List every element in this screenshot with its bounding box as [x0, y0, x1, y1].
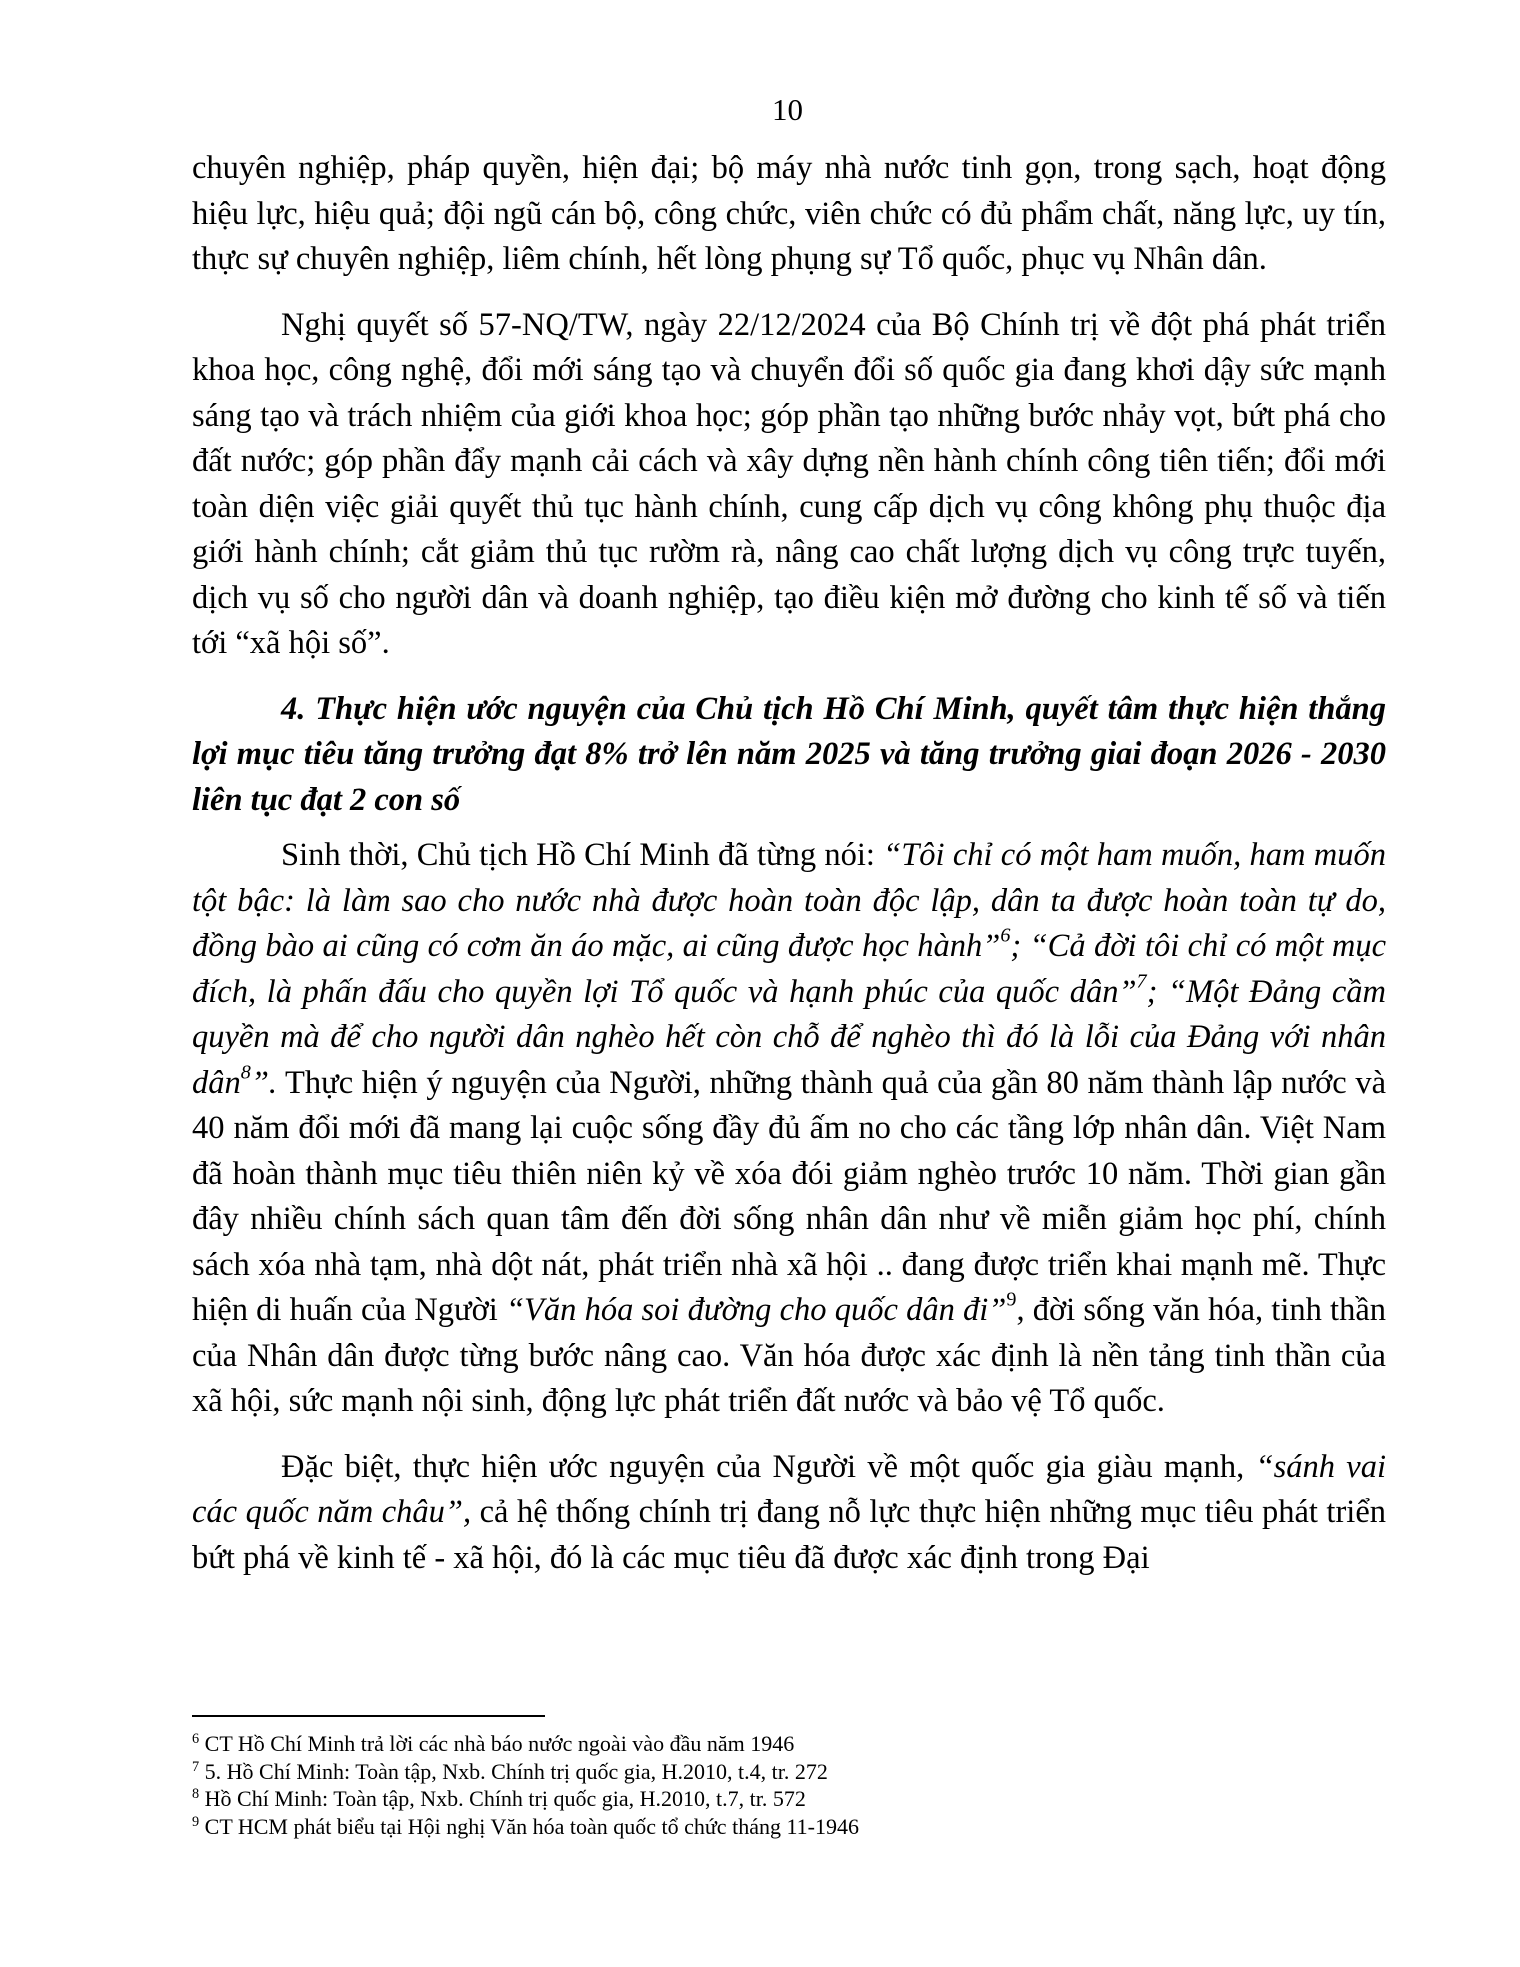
- footnote-number: 8: [192, 1786, 200, 1803]
- p3-text-3: , đời sống văn hóa, tinh thần của Nhân dân được từng bước nâng cao. Văn hóa được xác định là nền tảng tinh thần của xã hội, sức mạnh nội sinh, động lực phát triển đất nước và bảo vệ Tổ quốc.: [192, 1292, 1386, 1419]
- quote-dang-cam-quyen-end: ”.: [250, 1064, 278, 1101]
- paragraph-1: chuyên nghiệp, pháp quyền, hiện đại; bộ máy nhà nước tinh gọn, trong sạch, hoạt động hiệu lực, hiệu quả; đội ngũ cán bộ, công chức, viên chức có đủ phẩm chất, năng lực, uy tín, thực sự chuyên nghiệp, liêm chính, hết lòng phụng sự Tổ quốc, phục vụ Nhân dân.: [192, 150, 1386, 277]
- footnote-ref-7: 7: [1136, 970, 1147, 992]
- quote-dang-cam-quyen: ; “Một Đảng cầm quyền mà để cho người dân nghèo hết còn chỗ để nghèo thì đó là lỗi của Đảng với nhân dân: [192, 973, 1386, 1101]
- quote-van-hoa: “Văn hóa soi đường cho quốc dân đi”: [505, 1292, 1007, 1328]
- footnote-8: [192, 1785, 1386, 1813]
- footnote-ref-8: 8: [240, 1061, 251, 1083]
- p4-text-2: cả hệ thống chính trị đang nỗ lực thực hiện những mục tiêu phát triển bứt phá về kinh tế - xã hội, đó là các mục tiêu đã được xác định trong Đại: [192, 1494, 1386, 1576]
- footnote-number: 6: [192, 1731, 200, 1748]
- footnote-separator: [192, 1715, 545, 1717]
- footnote-number: 7: [192, 1758, 200, 1775]
- footnote-text: 5. Hồ Chí Minh: Toàn tập, Nxb. Chính trị quốc gia, H.2010, t.4, tr. 272: [199, 1758, 828, 1784]
- footnote-ref-6: 6: [1000, 924, 1011, 947]
- footnote-9: [192, 1813, 1386, 1841]
- body-text: [192, 146, 1386, 1601]
- footnote-text: Hồ Chí Minh: Toàn tập, Nxb. Chính trị quốc gia, H.2010, t.7, tr. 572: [199, 1786, 806, 1811]
- footnote-number: 9: [192, 1813, 200, 1830]
- footnotes: [192, 1730, 1386, 1840]
- paragraph-4: [192, 1445, 1386, 1582]
- p4-text-1: Đặc biệt, thực hiện ước nguyện của Người về một quốc gia giàu mạnh,: [281, 1448, 1256, 1485]
- section-heading-4: 4. Thực hiện ước nguyện của Chủ tịch Hồ Chí Minh, quyết tâm thực hiện thắng lợi mục tiêu tăng trưởng đạt 8% trở lên năm 2025 và tăng trưởng giai đoạn 2026 - 2030 liên tục đạt 2 con số: [192, 690, 1386, 818]
- footnote-text: CT HCM phát biểu tại Hội nghị Văn hóa toàn quốc tổ chức tháng 11-1946: [199, 1813, 859, 1839]
- footnote-text: CT Hồ Chí Minh trả lời các nhà báo nước ngoài vào đầu năm 1946: [199, 1731, 795, 1756]
- paragraph-3: [192, 833, 1386, 1425]
- p3-text-2: Thực hiện ý nguyện của Người, những thành quả của gần 80 năm thành lập nước và 40 năm đổi mới đã mang lại cuộc sống đầy đủ ấm no cho các tầng lớp nhân dân. Việt Nam đã hoàn thành mục tiêu thiên niên kỷ về xóa đói giảm nghèo trước 10 năm. Thời gian gần đây nhiều chính sách quan tâm đến đời sống nhân dân như về miễn giảm học phí, chính sách xóa nhà tạm, nhà dột nát, phát triển nhà xã hội .. đang được triển khai mạnh mẽ. Thực hiện di huấn của Người: [192, 1064, 1386, 1328]
- paragraph-2: Nghị quyết số 57-NQ/TW, ngày 22/12/2024 của Bộ Chính trị về đột phá phát triển khoa học, công nghệ, đổi mới sáng tạo và chuyển đổi số quốc gia đang khơi dậy sức mạnh sáng tạo và trách nhiệm của giới khoa học; góp phần tạo những bước nhảy vọt, bứt phá cho đất nước; góp phần đẩy mạnh cải cách và xây dựng nền hành chính công tiên tiến; đổi mới toàn diện việc giải quyết thủ tục hành chính, cung cấp dịch vụ công không phụ thuộc địa giới hành chính; cắt giảm thủ tục rườm rà, nâng cao chất lượng dịch vụ công trực tuyến, dịch vụ số cho người dân và doanh nghiệp, tạo điều kiện mở đường cho kinh tế số và tiến tới “xã hội số”.: [192, 306, 1386, 661]
- footnote-ref-9: 9: [1006, 1288, 1017, 1311]
- quote-ham-muon: “Tôi chỉ có một ham muốn, ham muốn tột bậc: là làm sao cho nước nhà được hoàn toàn độc lập, dân ta được hoàn toàn tự do, đồng bào ai cũng có cơm ăn áo mặc, ai cũng được học hành”: [192, 837, 1386, 964]
- page-number: 10: [772, 92, 803, 127]
- footnote-7: [192, 1758, 1386, 1786]
- quote-sanh-vai: “sánh vai các quốc năm châu”,: [192, 1448, 1387, 1530]
- footnote-6: [192, 1730, 1386, 1758]
- quote-ca-doi: ; “Cả đời tôi chỉ có một mục đích, là phấn đấu cho quyền lợi Tổ quốc và hạnh phúc của quốc dân”: [192, 928, 1386, 1010]
- p3-text-1: Sinh thời, Chủ tịch Hồ Chí Minh đã từng nói:: [281, 837, 884, 873]
